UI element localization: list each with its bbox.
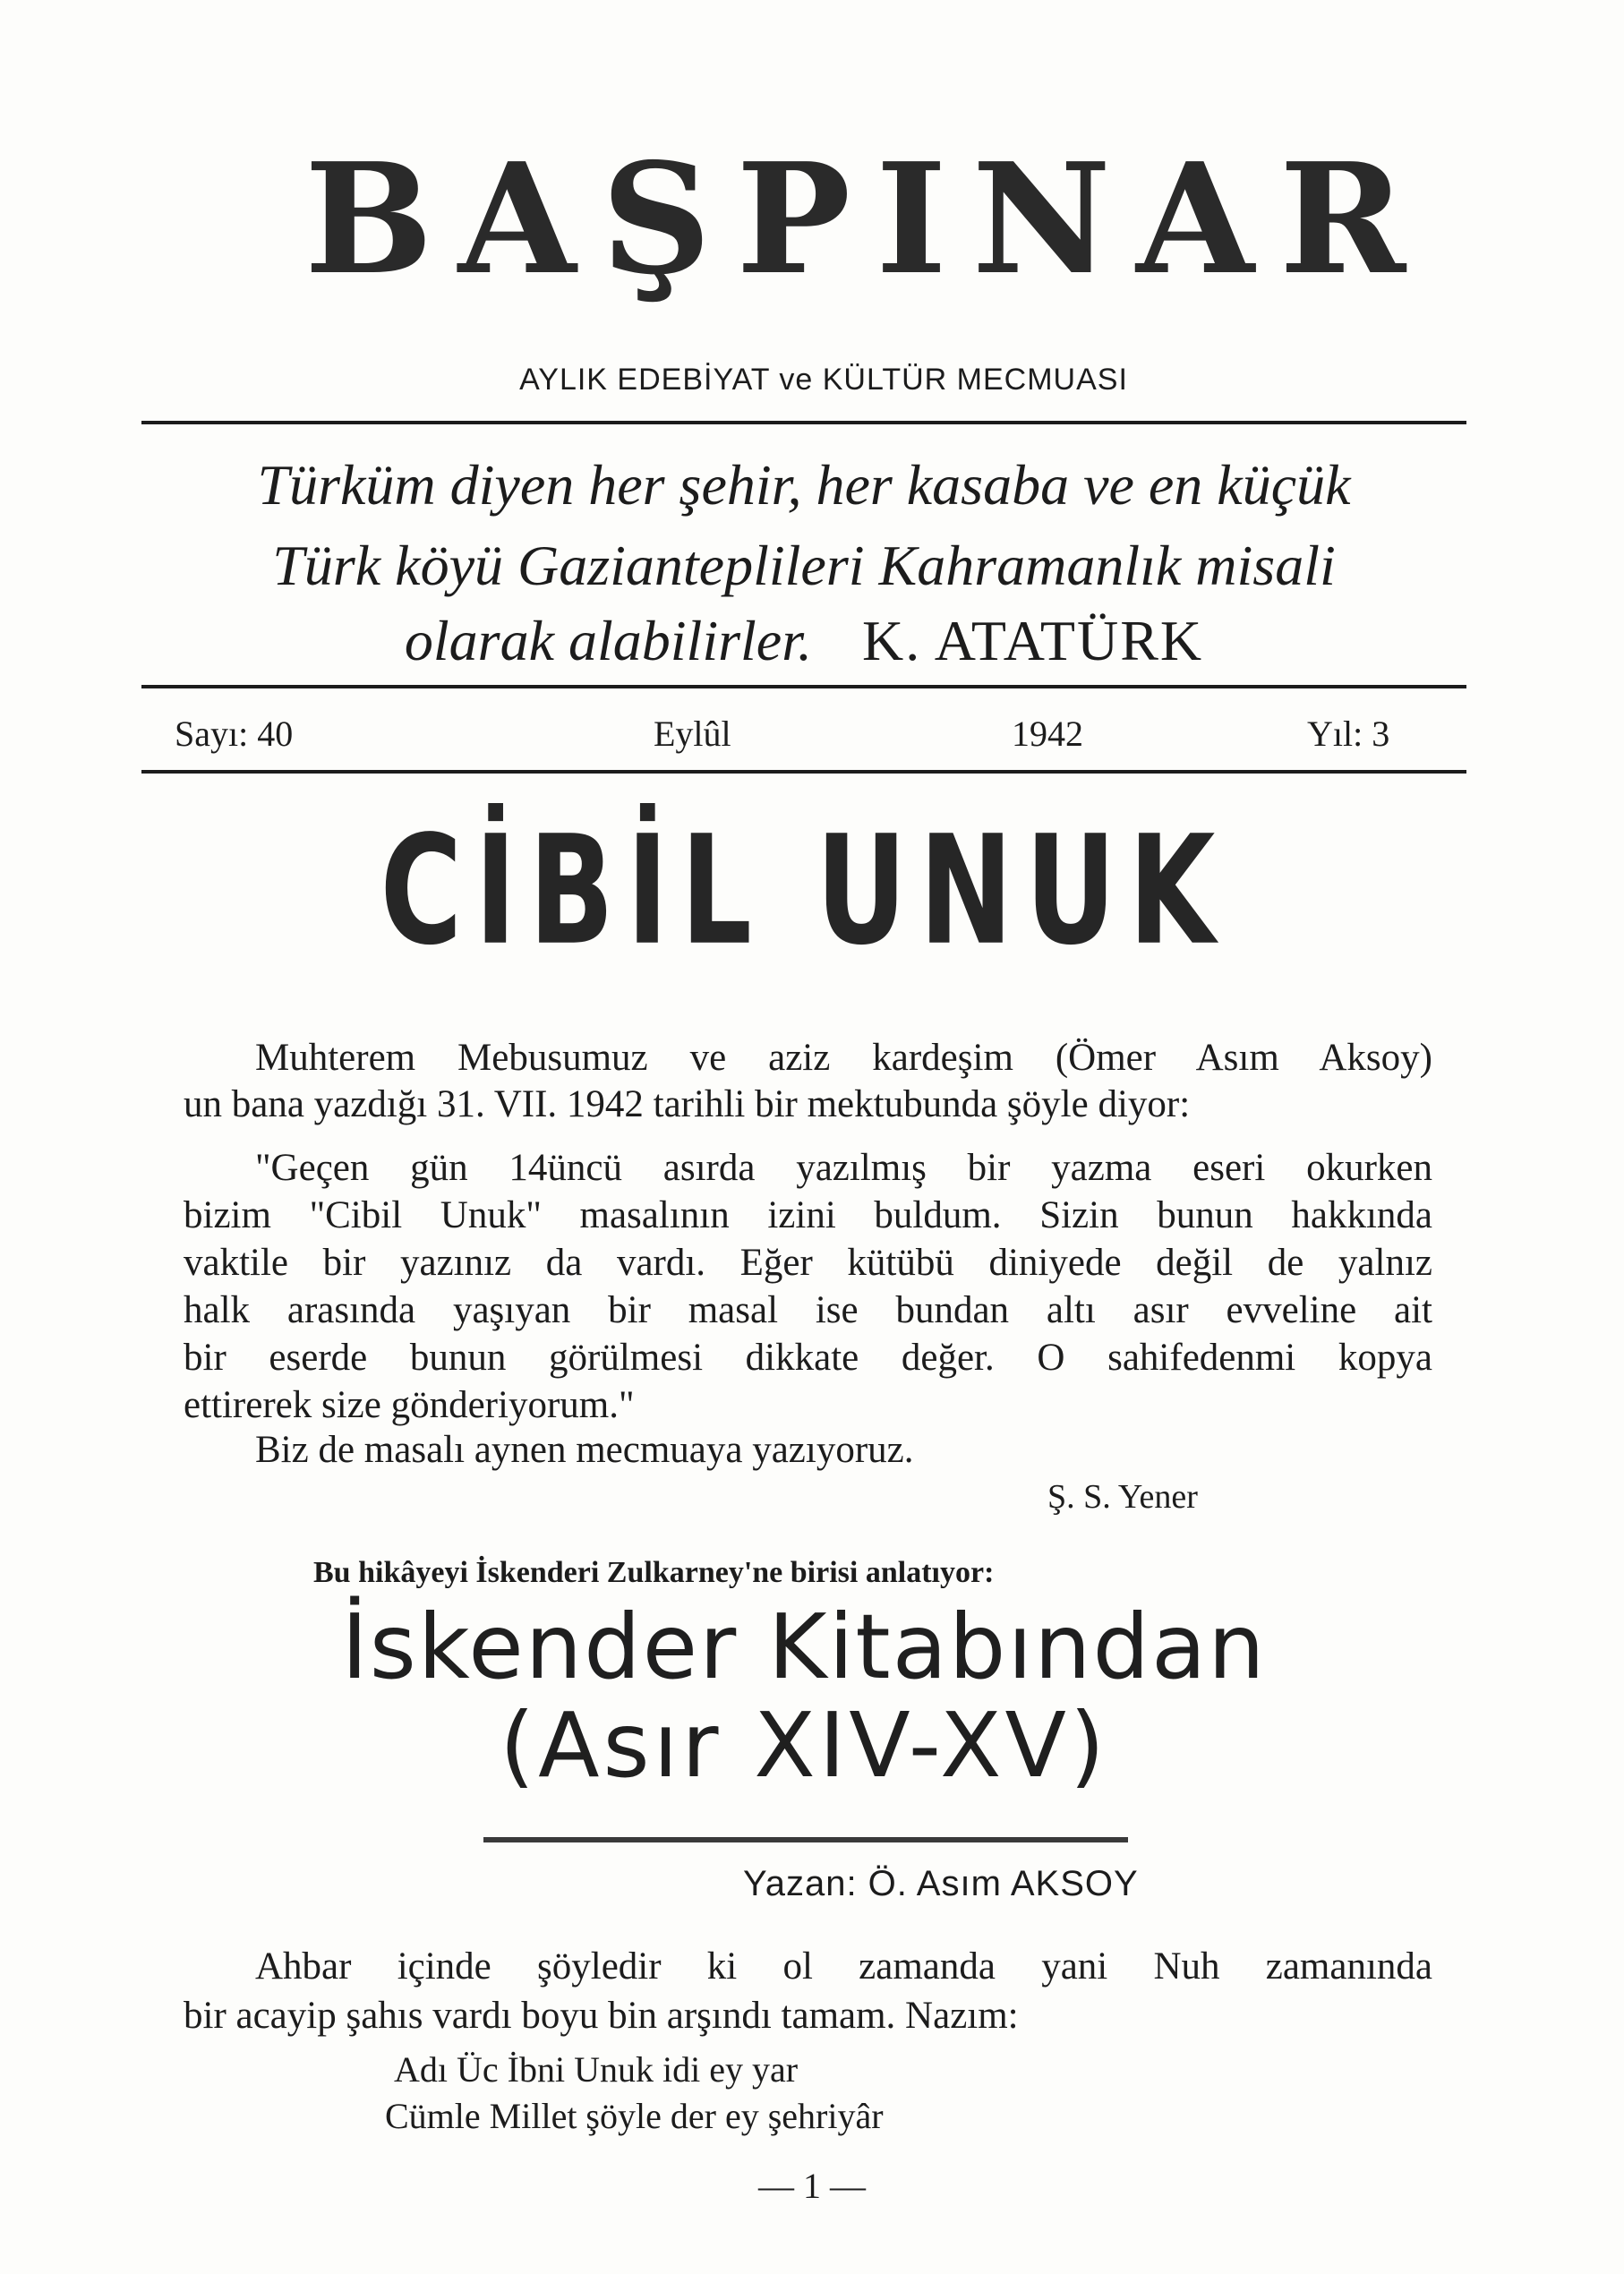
issue-year: 1942: [1012, 714, 1083, 754]
masthead-subtitle: AYLIK EDEBİYAT ve KÜLTÜR MECMUASI: [519, 363, 1128, 397]
story-subtitle: (Asır XIV-XV): [500, 1693, 1108, 1798]
quote-line-3: [141, 609, 1466, 672]
story-intro: Bu hikâyeyi İskenderi Zulkarney'ne birisi anlatıyor:: [313, 1556, 995, 1589]
issue-volume: Yıl: 3: [1307, 714, 1390, 754]
masthead-title: BAŞPINAR: [304, 130, 1432, 309]
body-line: Muhterem Mebusumuz ve aziz kardeşim (Ömer Asım Aksoy): [255, 1037, 1432, 1079]
body-line: Biz de masalı aynen mecmuaya yazıyoruz.: [255, 1429, 914, 1471]
top-rule: [141, 421, 1466, 424]
quote-line-1: Türküm diyen her şehir, her kasaba ve en küçük: [257, 453, 1351, 517]
issue-rule-top: [141, 685, 1466, 688]
story-line: bir acayip şahıs vardı boyu bin arşındı tamam. Nazım:: [184, 1995, 1019, 2037]
body-line: ettirerek size gönderiyorum.": [184, 1384, 635, 1426]
quote-line-2: Türk köyü Gazianteplileri Kahramanlık misali: [272, 534, 1336, 597]
body-line: vaktile bir yazınız da vardı. Eğer kütübü diniyede değil de yalnız: [184, 1242, 1432, 1284]
issue-month: Eylûl: [654, 714, 731, 754]
quote-line-3-text: olarak alabilirler.: [404, 609, 812, 672]
quote-signature: K. ATATÜRK: [862, 609, 1204, 672]
verse-line: Cümle Millet şöyle der ey şehriyâr: [385, 2096, 884, 2136]
story-line: Ahbar içinde şöyledir ki ol zamanda yani Nuh zamanında: [255, 1945, 1432, 1988]
body-line: "Geçen gün 14üncü asırda yazılmış bir yazma eseri okurken: [255, 1147, 1432, 1189]
story-rule: [483, 1837, 1128, 1842]
issue-number: Sayı: 40: [175, 714, 294, 754]
article-signature: Ş. S. Yener: [1047, 1478, 1198, 1516]
body-line: bir eserde bunun görülmesi dikkate değer. O sahifedenmi kopya: [184, 1337, 1432, 1379]
body-line: un bana yazdığı 31. VII. 1942 tarihli bir mektubunda şöyle diyor:: [184, 1083, 1191, 1125]
body-line: bizim "Cibil Unuk" masalının izini buldum. Sizin bunun hakkında: [184, 1194, 1432, 1236]
article-title: CİBİL UNUK: [380, 802, 1228, 979]
story-title: İskender Kitabından: [341, 1594, 1267, 1699]
verse-line: Adı Üc İbni Unuk idi ey yar: [394, 2049, 799, 2090]
story-byline: Yazan: Ö. Asım AKSOY: [743, 1864, 1139, 1903]
issue-rule-bottom: [141, 770, 1466, 774]
body-line: halk arasında yaşıyan bir masal ise bundan altı asır evveline ait: [184, 1289, 1432, 1331]
page-number: — 1 —: [758, 2166, 866, 2206]
